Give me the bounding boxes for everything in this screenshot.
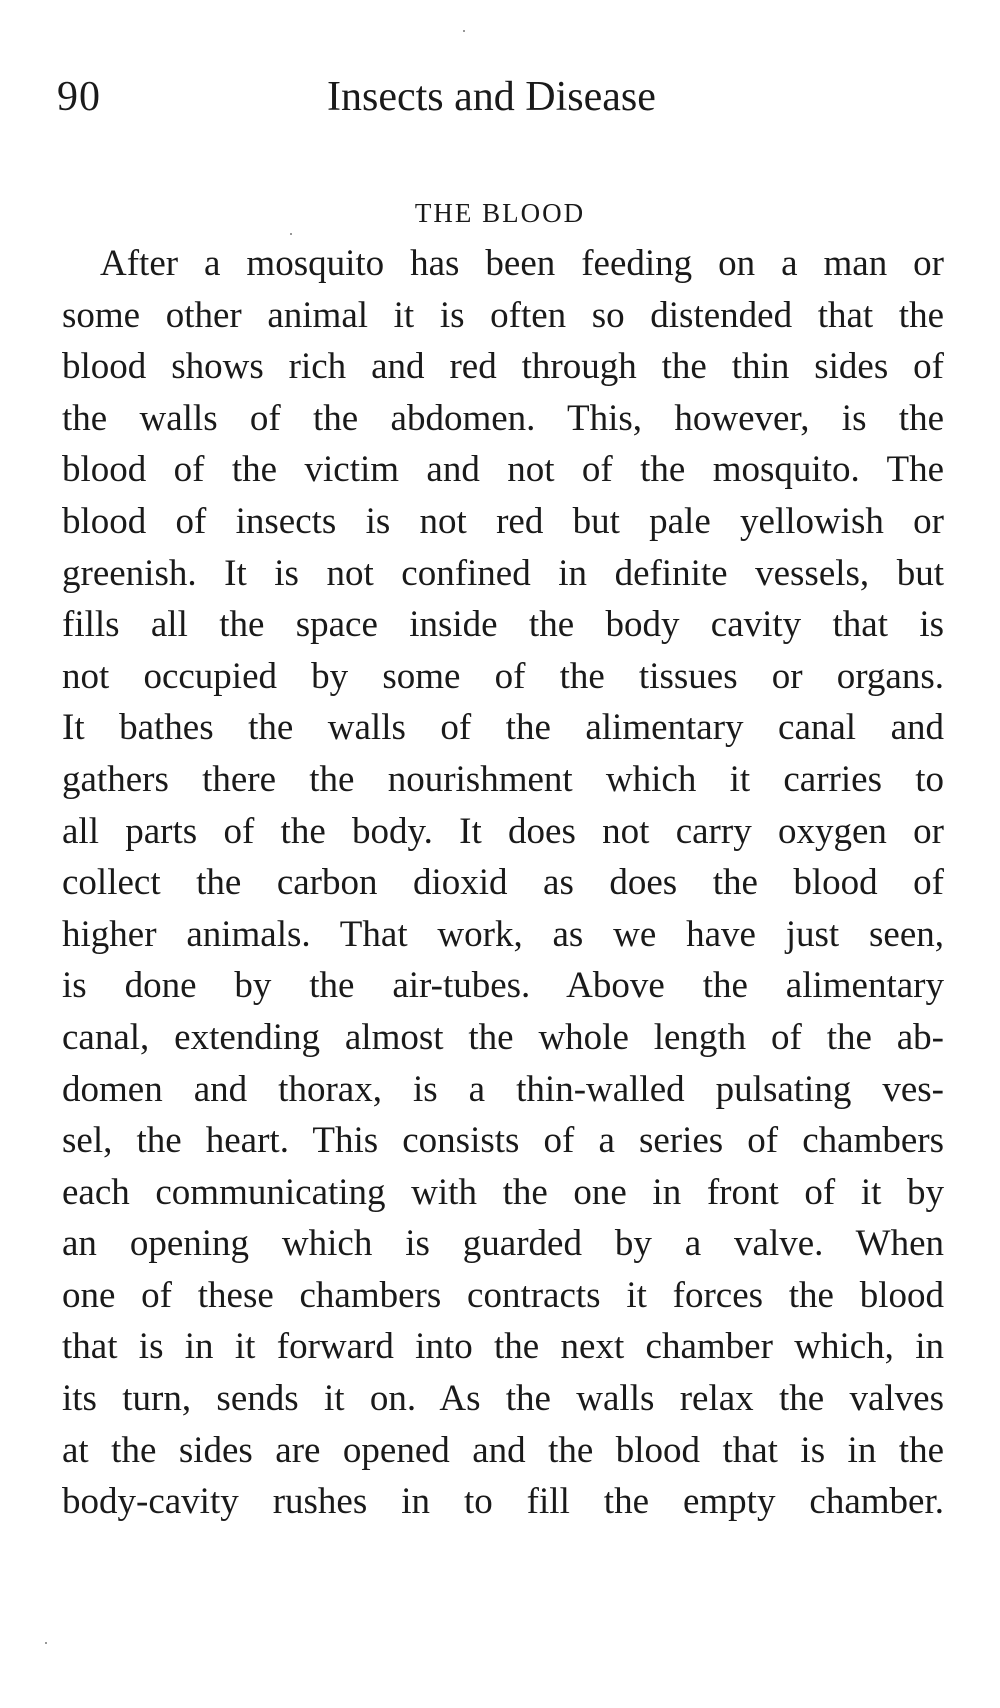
text-line: all parts of the body. It does not carry oxygen or (62, 810, 944, 852)
text-line: that is in it forward into the next chamber which, in (62, 1326, 944, 1368)
text-line: blood of insects is not red but pale yellowish or (62, 500, 944, 542)
text-line: domen and thorax, is a thin-walled pulsating ves- (62, 1068, 944, 1110)
scan-speck (463, 30, 465, 32)
text-line: fills all the space inside the body cavity that is (62, 604, 944, 646)
text-line: gathers there the nourishment which it carries to (62, 758, 944, 800)
text-line: collect the carbon dioxid as does the blood of (62, 862, 944, 904)
text-line: body-cavity rushes in to fill the empty chamber. (62, 1481, 944, 1523)
scan-speck (290, 233, 292, 235)
text-line: canal, extending almost the whole length of the ab- (62, 1016, 944, 1058)
section-heading: THE BLOOD (414, 198, 586, 228)
text-line: not occupied by some of the tissues or organs. (62, 655, 944, 697)
text-line: an opening which is guarded by a valve. When (62, 1223, 944, 1265)
text-line: higher animals. That work, as we have just seen, (62, 913, 944, 955)
text-line: at the sides are opened and the blood that is in the (62, 1429, 944, 1471)
text-line: sel, the heart. This consists of a series of chambers (62, 1120, 944, 1162)
text-line: one of these chambers contracts it forces the blood (62, 1274, 944, 1316)
text-line: It bathes the walls of the alimentary canal and (62, 707, 944, 749)
text-line: its turn, sends it on. As the walls relax the valves (62, 1378, 944, 1420)
text-line: After a mosquito has been feeding on a man or (100, 243, 944, 284)
text-line: some other animal it is often so distended that the (62, 294, 944, 336)
running-title: Insects and Disease (327, 74, 656, 120)
page-number: 90 (57, 74, 101, 120)
text-line: each communicating with the one in front of it by (62, 1171, 944, 1213)
running-head (57, 72, 697, 122)
text-line: greenish. It is not confined in definite vessels, but (62, 552, 944, 594)
text-line: the walls of the abdomen. This, however, is the (62, 397, 944, 439)
text-line: blood shows rich and red through the thin sides of (62, 346, 944, 388)
text-line: is done by the air-tubes. Above the alimentary (62, 965, 944, 1007)
text-line: blood of the victim and not of the mosquito. The (62, 449, 944, 491)
scan-speck (45, 1642, 47, 1644)
body-paragraph (62, 238, 944, 1528)
